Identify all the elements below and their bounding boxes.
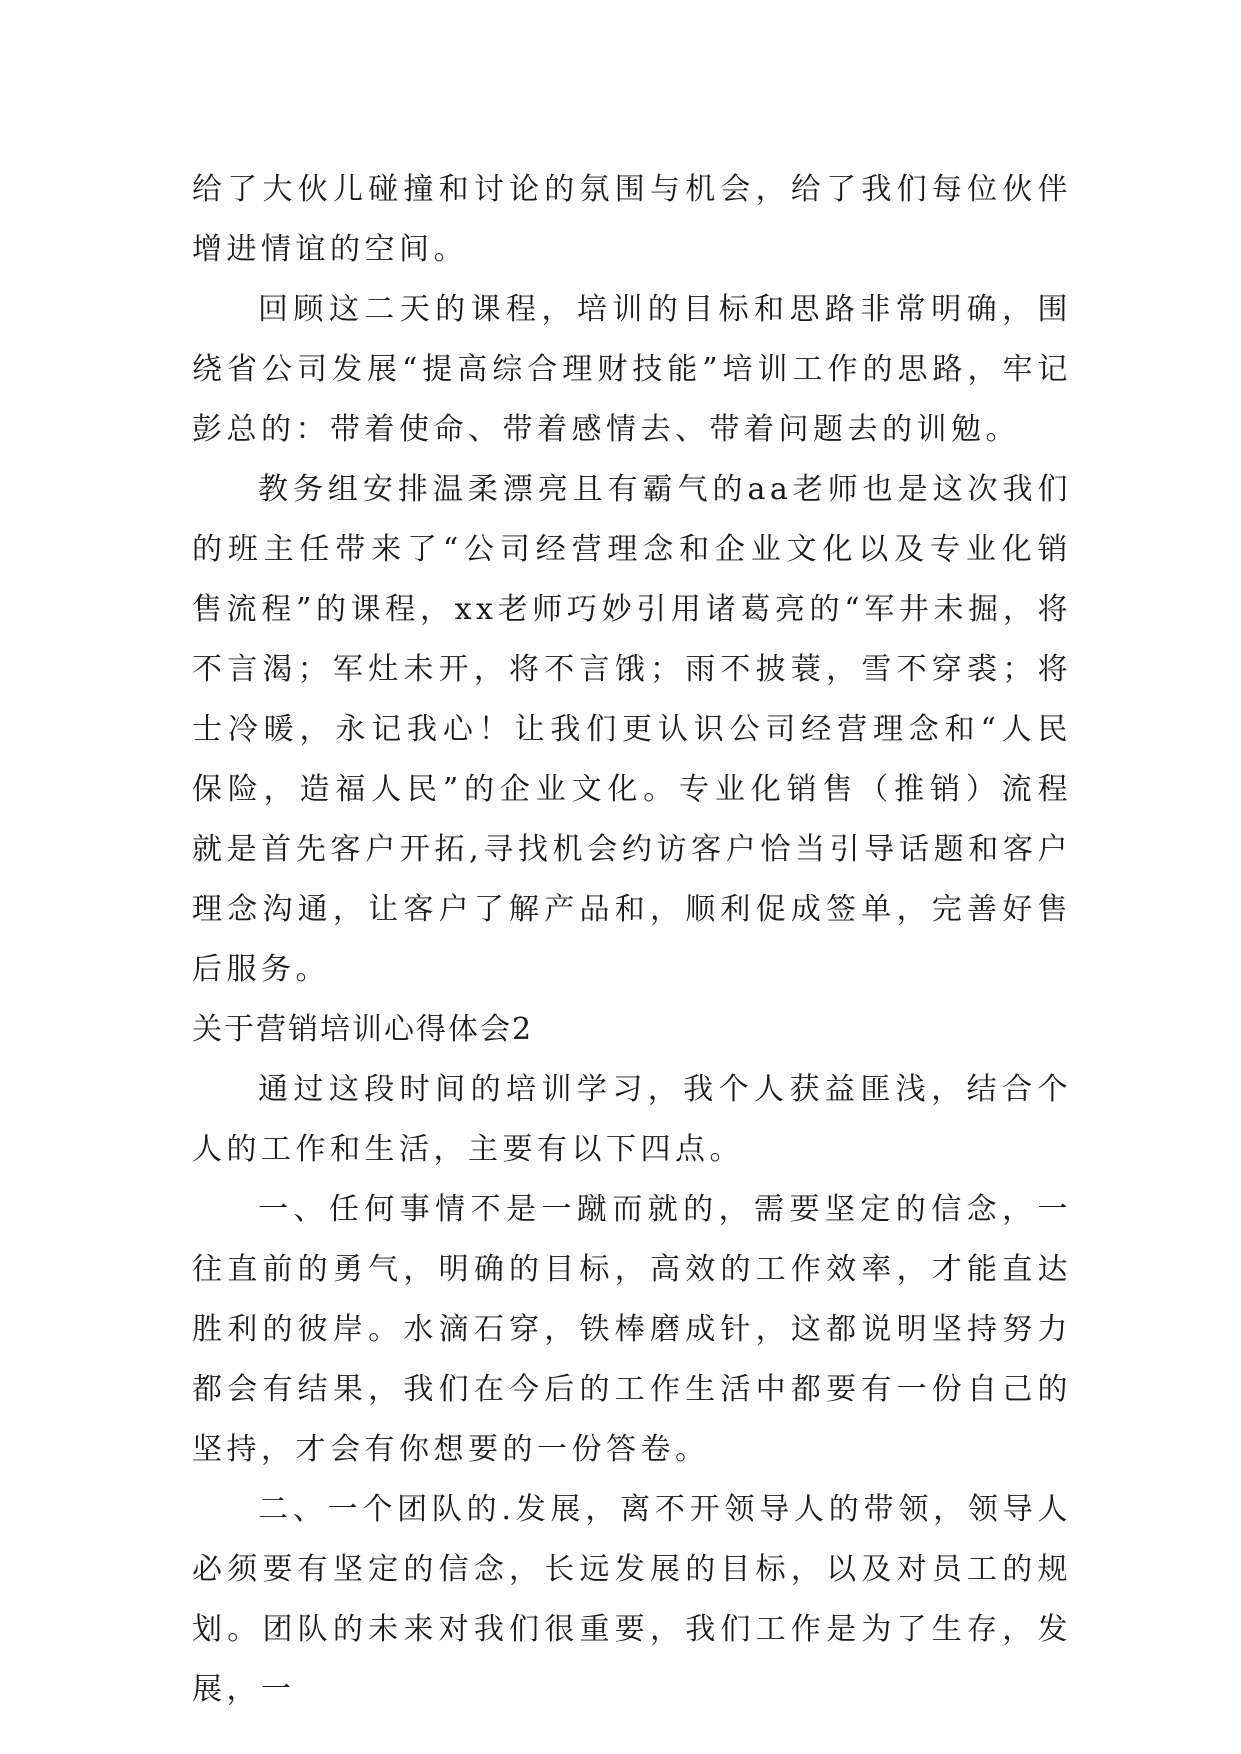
section-heading: 关于营销培训心得体会2 (192, 1012, 534, 1047)
section-paragraph-1: 通过这段时间的培训学习，我个人获益匪浅，结合个人的工作和生活，主要有以下四点。 (192, 1072, 1072, 1167)
section-paragraph-3: 二、一个团队的.发展，离不开领导人的带领，领导人必须要有坚定的信念，长远发展的目标，以及对员工的规划。团队的未来对我们很重要，我们工作是为了生存，发展，一 (192, 1492, 1072, 1707)
paragraph-2: 回顾这二天的课程，培训的目标和思路非常明确，围绕省公司发展“提高综合理财技能”培训工作的思路，牢记彭总的：带着使命、带着感情去、带着问题去的训勉。 (192, 292, 1072, 447)
paragraph-1: 给了大伙儿碰撞和讨论的氛围与机会，给了我们每位伙伴增进情谊的空间。 (192, 172, 1072, 267)
paragraph-3: 教务组安排温柔漂亮且有霸气的aa老师也是这次我们的班主任带来了“公司经营理念和企业文化以及专业化销售流程”的课程，xx老师巧妙引用诸葛亮的“军井未掘，将不言渴；军灶未开，将不言饿；雨不披蓑，雪不穿裘；将士冷暖，永记我心！让我们更认识公司经营理念和“人民保险，造福人民”的企业文化。专业化销售（推销）流程就是首先客户开拓,寻找机会约访客户恰当引导话题和客户理念沟通，让客户了解产品和，顺利促成签单，完善好售后服务。 (192, 472, 1072, 987)
document-page (192, 160, 1072, 1720)
section-paragraph-2: 一、任何事情不是一蹴而就的，需要坚定的信念，一往直前的勇气，明确的目标，高效的工作效率，才能直达胜利的彼岸。水滴石穿，铁棒磨成针，这都说明坚持努力都会有结果，我们在今后的工作生活中都要有一份自己的坚持，才会有你想要的一份答卷。 (192, 1192, 1072, 1467)
